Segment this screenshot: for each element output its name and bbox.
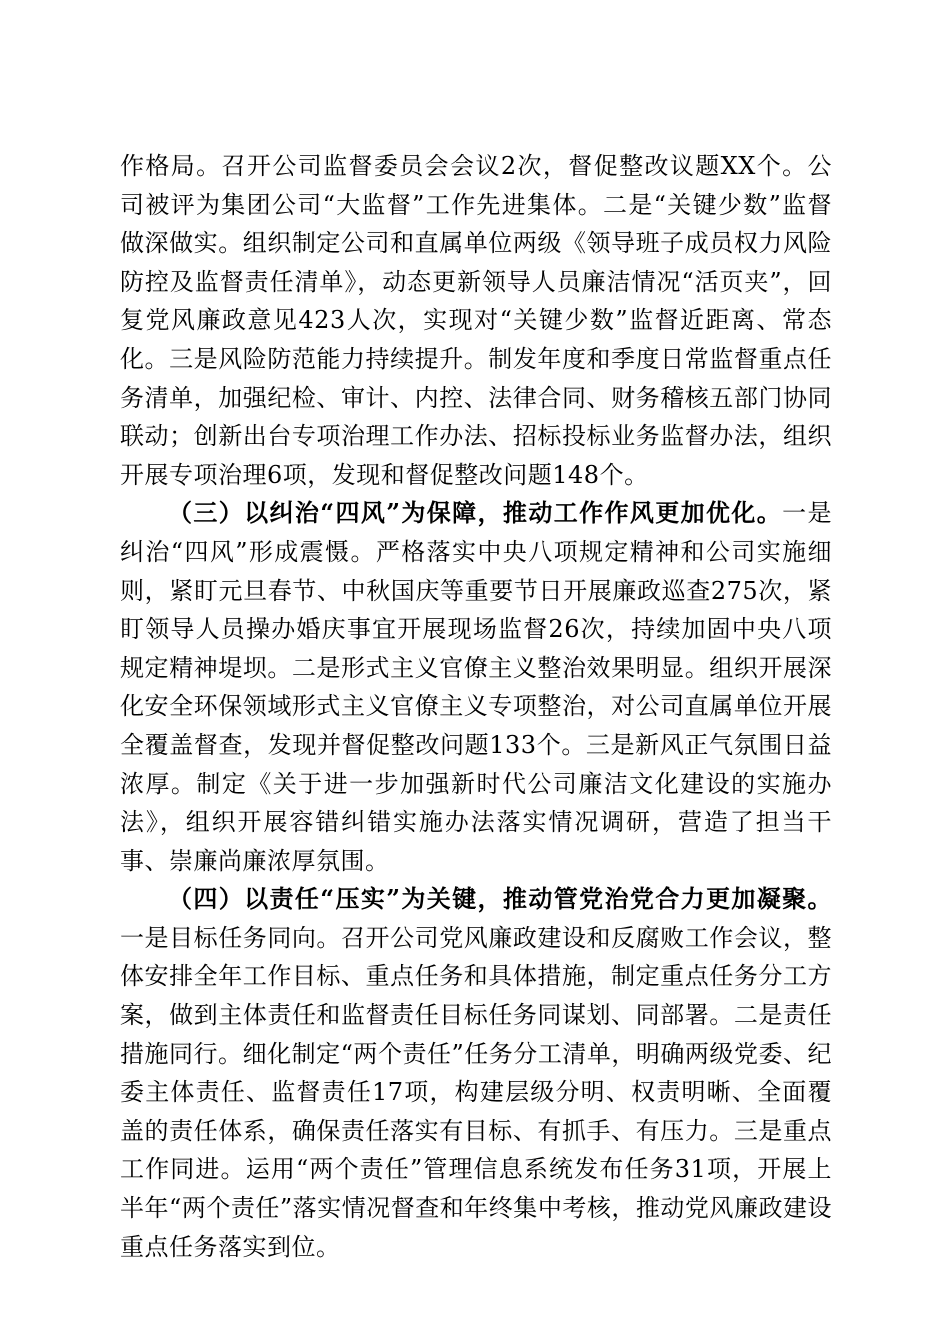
- document-body: [120, 147, 832, 1266]
- paragraph-text: 一是纠治“四风”形成震慑。严格落实中央八项规定精神和公司实施细则，紧盯元旦春节、中秋国庆等重要节日开展廉政巡查275次，紧盯领导人员操办婚庆事宜开展现场监督26次，持续加固中央八项规定精神堤坝。二是形式主义官僚主义整治效果明显。组织开展深化安全环保领域形式主义官僚主义专项整治，对公司直属单位开展全覆盖督查，发现并督促整改问题133个。三是新风正气氛围日益浓厚。制定《关于进一步加强新时代公司廉洁文化建设的实施办法》，组织开展容错纠错实施办法落实情况调研，营造了担当干事、崇廉尚廉浓厚氛围。: [120, 499, 833, 875]
- paragraph-text: 作格局。召开公司监督委员会会议2次，督促整改议题XX个。公司被评为集团公司“大监督”工作先进集体。二是“关键少数”监督做深做实。组织制定公司和直属单位两级《领导班子成员权力风险防控及监督责任清单》，动态更新领导人员廉洁情况“活页夹”，回复党风廉政意见423人次，实现对“关键少数”监督近距离、常态化。三是风险防范能力持续提升。制发年度和季度日常监督重点任务清单，加强纪检、审计、内控、法律合同、财务稽核五部门协同联动；创新出台专项治理工作办法、招标投标业务监督办法，组织开展专项治理6项，发现和督促整改问题148个。: [120, 152, 832, 489]
- section-heading-three: （三）以纠治“四风”为保障，推动工作作风更加优化。: [168, 498, 783, 528]
- paragraph-section-four: [120, 880, 832, 1266]
- paragraph-text: 一是目标任务同向。召开公司党风廉政建设和反腐败工作会议，整体安排全年工作目标、重点任务和具体措施，制定重点任务分工方案，做到主体责任和监督责任目标任务同谋划、同部署。二是责任措施同行。细化制定“两个责任”任务分工清单，明确两级党委、纪委主体责任、监督责任17项，构建层级分明、权责明晰、全面覆盖的责任体系，确保责任落实有目标、有抓手、有压力。三是重点工作同进。运用“两个责任”管理信息系统发布任务31项，开展上半年“两个责任”落实情况督查和年终集中考核，推动党风廉政建设重点任务落实到位。: [120, 923, 832, 1261]
- paragraph-section-three: [120, 494, 832, 880]
- section-heading-four: （四）以责任“压实”为关键，推动管党治党合力更加凝聚。: [168, 884, 832, 914]
- paragraph-continuation: [120, 147, 832, 494]
